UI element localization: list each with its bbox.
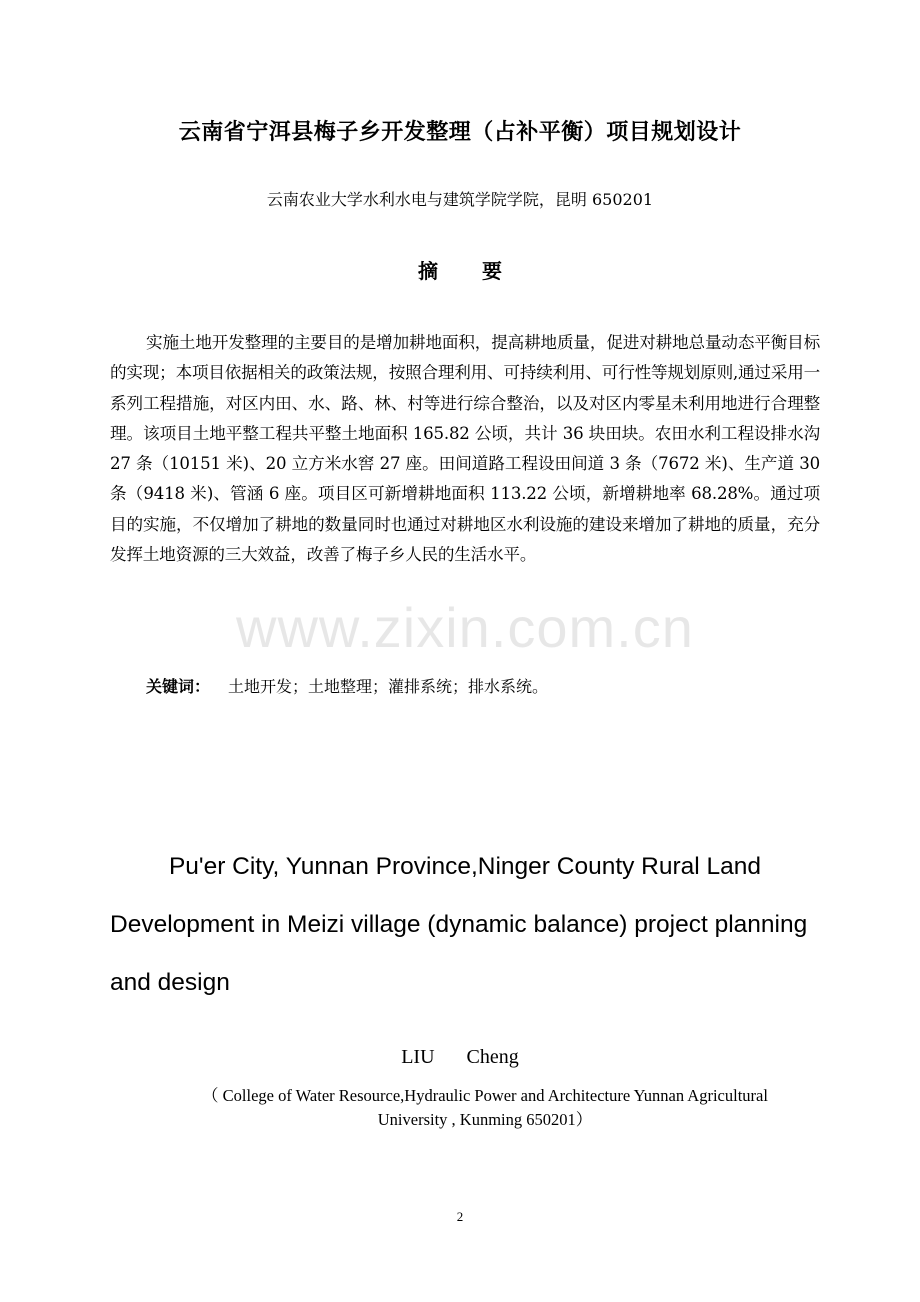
keywords-label: 关键词： (146, 677, 211, 696)
paper-title-en (110, 838, 820, 1012)
title-en-line-3: and design (110, 969, 230, 996)
abstract-text: 实施土地开发整理的主要目的是增加耕地面积，提高耕地质量，促进对耕地总量动态平衡目标的实现；本项目依据相关的政策法规，按照合理利用、可持续利用、可行性等规划原则,通过采用一系列工程措施，对区内田、水、路、林、村等进行综合整治，以及对区内零星未利用地进行合理整理。该项目土地平整工程共平整土地面积 165.82 公顷，共计 36 块田块。农田水利工程设排水沟 27 条（10151 米)、20 立方米水窖 27 座。田间道路工程设田间道 3 条（7672 米)、生产道 30 条（9418 米)、管涵 6 座。项目区可新增耕地面积 113.22 公顷，新增耕地率 68.28%。通过项目的实施，不仅增加了耕地的数量同时也通过对耕地区水利设施的建设来增加了耕地的质量，充分发挥土地资源的三大效益，改善了梅子乡人民的生活水平。 (110, 333, 821, 565)
affiliation-en-line-2: University , Kunming 650201） (377, 1110, 593, 1129)
author-surname: LIU (401, 1046, 435, 1068)
keywords (146, 674, 796, 697)
affiliation-cn: 云南农业大学水利水电与建筑学院学院，昆明 650201 (266, 190, 654, 209)
keywords-text: 土地开发；土地整理；灌排系统；排水系统。 (228, 677, 549, 696)
watermark: www.zixin.com.cn (236, 596, 694, 659)
page-number: 2 (456, 1209, 464, 1224)
paper-title-cn: 云南省宁洱县梅子乡开发整理（占补平衡）项目规划设计 (178, 120, 742, 145)
author-given-name: Cheng (466, 1046, 519, 1068)
affiliation-en-line-1: （ College of Water Resource,Hydraulic Power and Architecture Yunnan Agricultural (202, 1086, 768, 1105)
title-en-line-1: Pu'er City, Yunnan Province,Ninger County Rural Land (168, 853, 762, 880)
author-name (0, 1046, 920, 1069)
affiliation-en (150, 1084, 820, 1132)
abstract-heading: 摘要 (418, 259, 546, 283)
title-en-line-2: Development in Meizi village (dynamic balance) project planning (110, 911, 808, 938)
